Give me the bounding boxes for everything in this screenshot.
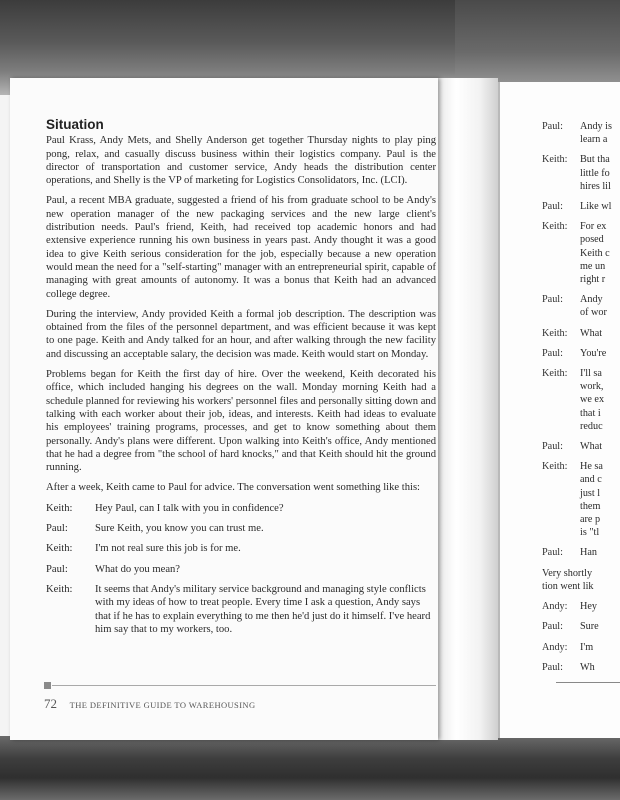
- speaker-name: Andy:: [542, 601, 568, 613]
- speaker-name: Paul:: [542, 441, 563, 453]
- left-page-content: [46, 118, 436, 643]
- paragraph: Paul, a recent MBA graduate, suggested a friend of his from graduate school to be Andy's new operation manager of the new packaging services and the new large client's distribution needs. Paul's friend, Keith, had received top academic honors and had extensive experience running his own business in years past. Andy thought it was a good idea to give Keith serious consideration for the job, especially because a new operation would mean the need for a "self-starting" manager with an entrepreneurial spirit, capable of managing with great amounts of autonomy. It was a bonus that Keith had an advanced college degree.: [46, 195, 436, 300]
- text-line: I'll sa: [580, 368, 602, 380]
- text-line: Han: [580, 547, 597, 559]
- dialogue-line: [542, 153, 620, 193]
- book-gutter: [438, 78, 498, 740]
- paragraph: [542, 567, 620, 593]
- text-line: I'm: [580, 641, 594, 653]
- running-title: THE DEFINITIVE GUIDE TO WAREHOUSING: [69, 700, 256, 710]
- text-line: He sa: [580, 461, 603, 473]
- dialogue-line: [542, 460, 620, 539]
- text-line: is "tl: [580, 527, 600, 539]
- paragraph: Paul Krass, Andy Mets, and Shelly Anderson get together Thursday nights to play ping pong, relax, and casually discuss business within their logistics company. Paul is the director of transportation and customer service, Andy heads the distribution center operations, and Shelly is the VP of marketing for Logistics Consolidators, Inc. (LCI).: [46, 135, 436, 187]
- dialogue-line: [46, 583, 436, 636]
- dialogue-line: [46, 522, 436, 535]
- footer-marker: [44, 682, 51, 689]
- text-line: posed: [580, 234, 604, 246]
- speaker-name: Paul:: [46, 523, 68, 535]
- text-line: hires lil: [580, 180, 611, 192]
- speaker-name: Keith:: [46, 543, 73, 555]
- dialogue-line: [542, 120, 620, 146]
- text-line: little fo: [580, 167, 610, 179]
- text-line: You're: [580, 347, 607, 359]
- dialogue-text: Hey Paul, can I talk with you in confidence?: [95, 502, 284, 514]
- speaker-name: Keith:: [542, 221, 568, 233]
- dialogue-text: [580, 546, 620, 559]
- scanner-shadow-bottom: [0, 736, 620, 800]
- dialogue-text: [580, 641, 620, 654]
- text-line: Sure: [580, 621, 599, 633]
- speaker-name: Keith:: [46, 502, 73, 514]
- dialogue-text: What do you mean?: [95, 563, 181, 575]
- dialogue-line: [46, 502, 436, 515]
- dialogue-text: [580, 440, 620, 453]
- text-line: Keith c: [580, 247, 610, 259]
- text-line: Hey: [580, 601, 597, 613]
- speaker-name: Andy:: [542, 641, 568, 653]
- dialogue-text: [580, 293, 620, 319]
- dialogue-line: [542, 440, 620, 453]
- dialogue-text: [580, 347, 620, 360]
- text-line: are p: [580, 514, 601, 526]
- speaker-name: Paul:: [542, 661, 563, 673]
- text-line: that i: [580, 407, 601, 419]
- speaker-name: Keith:: [542, 368, 568, 380]
- right-page: [498, 82, 620, 738]
- paragraph: During the interview, Andy provided Keith a formal job description. The description was obtained from the files of the personnel department, and was efficient because it was kept to one page. Keith and Andy talked for an hour, and after walking through the new facility and discussing an acceptable salary, the decision was made. Keith would start on Monday.: [46, 308, 436, 360]
- right-page-content: [542, 120, 620, 681]
- text-line: Wh: [580, 661, 595, 673]
- dialogue-line: [542, 327, 620, 340]
- dialogue-line: [542, 293, 620, 319]
- text-line: right r: [580, 274, 606, 286]
- speaker-name: Paul:: [46, 563, 68, 575]
- speaker-name: Paul:: [542, 201, 563, 213]
- dialogue-text: It seems that Andy's military service background and managing style conflicts with my ideas of how to treat people. Every time I ask a question, Andy says that if he has to explain everything to me then he'd just do it himself. I've heard him say that to my workers, too.: [95, 583, 431, 635]
- speaker-name: Paul:: [542, 621, 563, 633]
- text-line: of wor: [580, 307, 607, 319]
- speaker-name: Paul:: [542, 547, 563, 559]
- text-line: me un: [580, 260, 606, 272]
- text-line: tion went lik: [542, 580, 594, 592]
- text-line: them: [580, 500, 601, 512]
- text-line: learn a: [580, 134, 608, 146]
- speaker-name: Keith:: [542, 461, 568, 473]
- text-line: Andy: [580, 294, 603, 306]
- speaker-name: Keith:: [46, 583, 73, 595]
- dialogue-text: [580, 327, 620, 340]
- dialogue-line: [542, 220, 620, 286]
- speaker-name: Paul:: [542, 121, 563, 132]
- dialogue-line: [542, 620, 620, 633]
- dialogue-line: [542, 200, 620, 213]
- dialogue-text: [580, 220, 620, 286]
- dialogue-text: [580, 153, 620, 193]
- dialogue-text: Sure Keith, you know you can trust me.: [95, 523, 264, 535]
- dialogue-text: [580, 460, 620, 539]
- dialogue-line: [542, 641, 620, 654]
- dialogue-text: [580, 661, 620, 674]
- dialogue-line: [542, 661, 620, 674]
- dialogue-text: [580, 600, 620, 613]
- speaker-name: Keith:: [542, 154, 568, 166]
- speaker-name: Paul:: [542, 347, 563, 359]
- speaker-name: Paul:: [542, 294, 563, 306]
- footer-divider: [52, 685, 436, 686]
- text-line: work,: [580, 381, 604, 393]
- dialogue-text: [580, 367, 620, 433]
- text-line: we ex: [580, 394, 605, 406]
- page-footer: [44, 696, 256, 712]
- section-heading: Situation: [46, 117, 104, 132]
- dialogue-line: [542, 600, 620, 613]
- dialogue-line: [46, 542, 436, 555]
- dialogue-text: [580, 120, 620, 146]
- dialogue-text: [580, 620, 620, 633]
- paragraph: After a week, Keith came to Paul for advice. The conversation went something like this:: [46, 482, 421, 494]
- paragraph: Problems began for Keith the first day of hire. Over the weekend, Keith decorated his office, which included hanging his degrees on the wall. Monday morning Keith had a schedule planned for reviewing his workers' personnel files and personally sitting down and talking with each worker about their job, ideas, and interests. Keith had ideas to evaluate his employees' training programs, processes, and get to know something about them personally. Andy's plans were different. Upon walking into Keith's office, Andy mentioned that he had a degree from "the school of hard knocks," and that Keith should hit the ground running.: [46, 369, 436, 474]
- text-line: Like wl: [580, 201, 612, 213]
- footer-divider: [556, 682, 620, 683]
- text-line: Very shortly: [542, 567, 593, 579]
- text-line: reduc: [580, 420, 603, 432]
- text-line: What: [580, 327, 603, 339]
- dialogue-text: [580, 200, 620, 213]
- dialogue-line: [542, 367, 620, 433]
- text-line: But tha: [580, 154, 610, 166]
- text-line: For ex: [580, 221, 607, 233]
- text-line: and c: [580, 474, 602, 486]
- dialogue-line: [542, 347, 620, 360]
- dialogue-line: [542, 546, 620, 559]
- text-line: What: [580, 441, 603, 453]
- left-page: [10, 78, 438, 740]
- dialogue-line: [46, 563, 436, 576]
- dialogue-text: I'm not real sure this job is for me.: [95, 543, 241, 555]
- text-line: just l: [580, 487, 601, 499]
- page-number: 72: [44, 696, 57, 711]
- speaker-name: Keith:: [542, 327, 568, 339]
- text-line: Andy is: [580, 121, 612, 132]
